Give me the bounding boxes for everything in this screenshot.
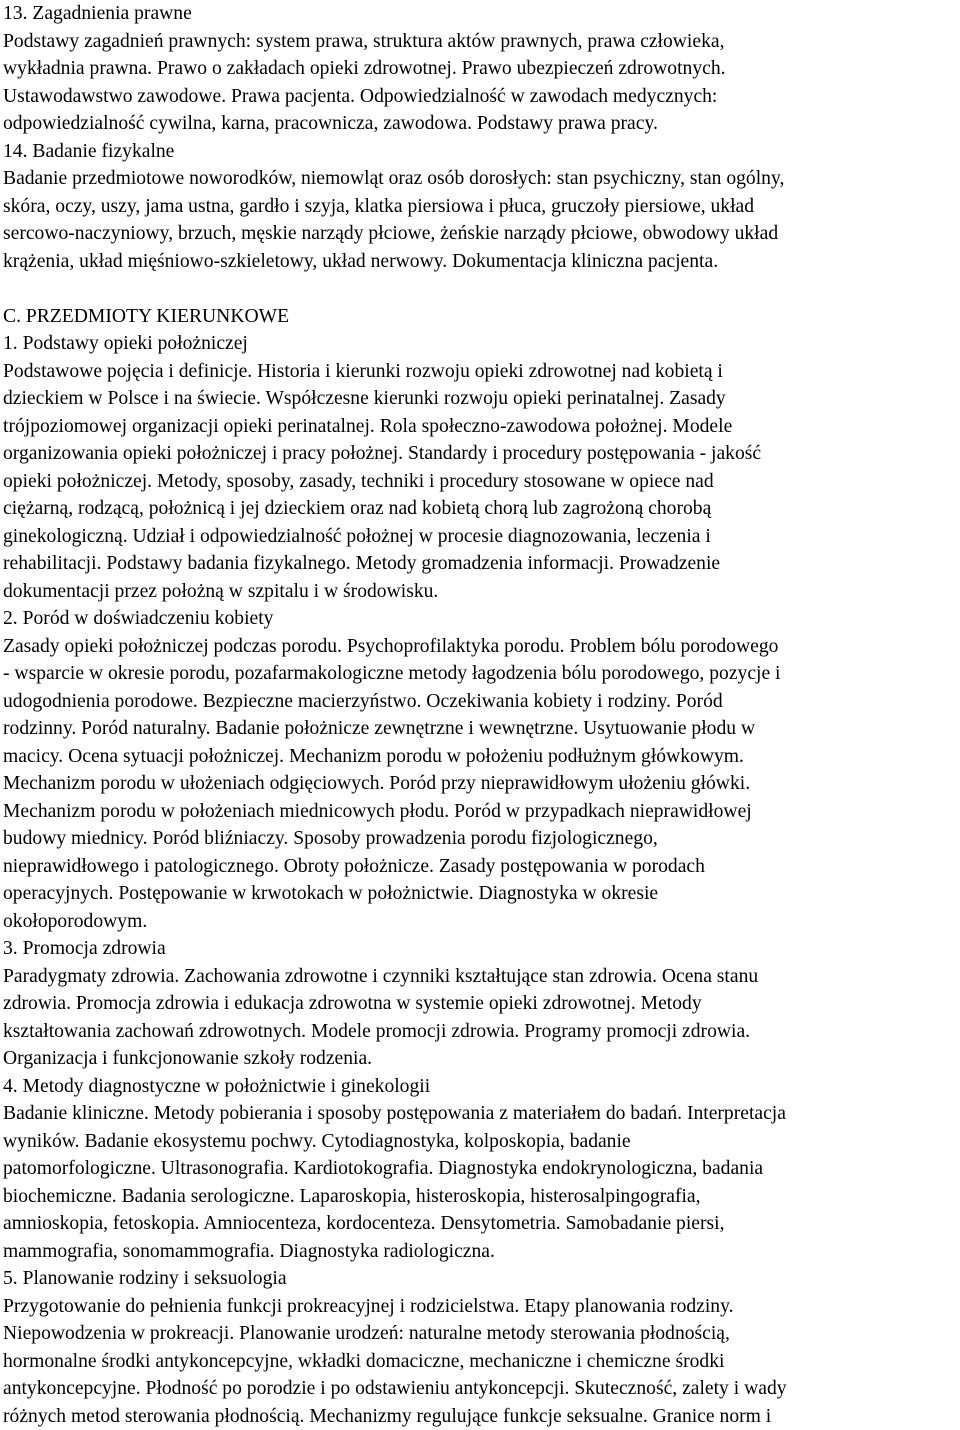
text-line: Zasady opieki położniczej podczas porodu. Psychoprofilaktyka porodu. Problem bólu porodowego xyxy=(3,633,958,661)
text-line: ciężarną, rodzącą, położnicą i jej dzieckiem oraz nad kobietą chorą lub zagrożoną chorobą xyxy=(3,495,958,523)
text-line: 5. Planowanie rodziny i seksuologia xyxy=(3,1265,958,1293)
text-line: organizowania opieki położniczej i pracy położnej. Standardy i procedury postępowania - jakość xyxy=(3,440,958,468)
document-page xyxy=(3,0,958,1430)
text-line: dokumentacji przez położną w szpitalu i w środowisku. xyxy=(3,578,958,606)
text-line: okołoporodowym. xyxy=(3,908,958,936)
text-line: opieki położniczej. Metody, sposoby, zasady, techniki i procedury stosowane w opiece nad xyxy=(3,468,958,496)
text-line: Paradygmaty zdrowia. Zachowania zdrowotne i czynniki kształtujące stan zdrowia. Ocena stanu xyxy=(3,963,958,991)
text-line: wyników. Badanie ekosystemu pochwy. Cytodiagnostyka, kolposkopia, badanie xyxy=(3,1128,958,1156)
text-line: mammografia, sonomammografia. Diagnostyka radiologiczna. xyxy=(3,1238,958,1266)
text-line: - wsparcie w okresie porodu, pozafarmakologiczne metody łagodzenia bólu porodowego, pozycje i xyxy=(3,660,958,688)
text-line: Ustawodawstwo zawodowe. Prawa pacjenta. Odpowiedzialność w zawodach medycznych: xyxy=(3,83,958,111)
text-line: macicy. Ocena sytuacji położniczej. Mechanizm porodu w położeniu podłużnym główkowym. xyxy=(3,743,958,771)
text-line: krążenia, układ mięśniowo-szkieletowy, układ nerwowy. Dokumentacja kliniczna pacjenta. xyxy=(3,248,958,276)
major-subjects-section xyxy=(3,303,958,1430)
text-line: udogodnienia porodowe. Bezpieczne macierzyństwo. Oczekiwania kobiety i rodziny. Poród xyxy=(3,688,958,716)
text-line: różnych metod sterowania płodnością. Mechanizmy regulujące funkcje seksualne. Granice norm i xyxy=(3,1403,958,1430)
text-line: amnioskopia, fetoskopia. Amniocenteza, kordocenteza. Densytometria. Samobadanie piersi, xyxy=(3,1210,958,1238)
text-line: 2. Poród w doświadczeniu kobiety xyxy=(3,605,958,633)
text-line: Mechanizm porodu w ułożeniach odgięciowych. Poród przy nieprawidłowym ułożeniu główki. xyxy=(3,770,958,798)
text-line: sercowo-naczyniowy, brzuch, męskie narządy płciowe, żeńskie narządy płciowe, obwodowy układ xyxy=(3,220,958,248)
text-line: patomorfologiczne. Ultrasonografia. Kardiotokografia. Diagnostyka endokrynologiczna, badania xyxy=(3,1155,958,1183)
text-line: trójpoziomowej organizacji opieki perinatalnej. Rola społeczno-zawodowa położnej. Modele xyxy=(3,413,958,441)
text-line: 4. Metody diagnostyczne w położnictwie i ginekologii xyxy=(3,1073,958,1101)
text-line: kształtowania zachowań zdrowotnych. Modele promocji zdrowia. Programy promocji zdrowia. xyxy=(3,1018,958,1046)
text-line: C. PRZEDMIOTY KIERUNKOWE xyxy=(3,303,958,331)
text-line: Przygotowanie do pełnienia funkcji prokreacyjnej i rodzicielstwa. Etapy planowania rodziny. xyxy=(3,1293,958,1321)
text-line: odpowiedzialność cywilna, karna, pracownicza, zawodowa. Podstawy prawa pracy. xyxy=(3,110,958,138)
text-line: budowy miednicy. Poród bliźniaczy. Sposoby prowadzenia porodu fizjologicznego, xyxy=(3,825,958,853)
text-line: skóra, oczy, uszy, jama ustna, gardło i szyja, klatka piersiowa i płuca, gruczoły piersiowe, układ xyxy=(3,193,958,221)
text-line: rodzinny. Poród naturalny. Badanie położnicze zewnętrzne i wewnętrzne. Usytuowanie płodu w xyxy=(3,715,958,743)
text-line: 3. Promocja zdrowia xyxy=(3,935,958,963)
text-line: Podstawy zagadnień prawnych: system prawa, struktura aktów prawnych, prawa człowieka, xyxy=(3,28,958,56)
text-line: Podstawowe pojęcia i definicje. Historia i kierunki rozwoju opieki zdrowotnej nad kobietą i xyxy=(3,358,958,386)
text-line: Organizacja i funkcjonowanie szkoły rodzenia. xyxy=(3,1045,958,1073)
text-line: Mechanizm porodu w położeniach miednicowych płodu. Poród w przypadkach nieprawidłowej xyxy=(3,798,958,826)
text-line: biochemiczne. Badania serologiczne. Laparoskopia, histeroskopia, histerosalpingografia, xyxy=(3,1183,958,1211)
text-line: wykładnia prawna. Prawo o zakładach opieki zdrowotnej. Prawo ubezpieczeń zdrowotnych. xyxy=(3,55,958,83)
text-line: hormonalne środki antykoncepcyjne, wkładki domaciczne, mechaniczne i chemiczne środki xyxy=(3,1348,958,1376)
text-line: antykoncepcyjne. Płodność po porodzie i po odstawieniu antykoncepcji. Skuteczność, zalety i wady xyxy=(3,1375,958,1403)
text-line: rehabilitacji. Podstawy badania fizykalnego. Metody gromadzenia informacji. Prowadzenie xyxy=(3,550,958,578)
text-line: nieprawidłowego i patologicznego. Obroty położnicze. Zasady postępowania w porodach xyxy=(3,853,958,881)
text-line: dzieckiem w Polsce i na świecie. Współczesne kierunki rozwoju opieki perinatalnej. Zasady xyxy=(3,385,958,413)
text-line: ginekologiczną. Udział i odpowiedzialność położnej w procesie diagnozowania, leczenia i xyxy=(3,523,958,551)
section-spacer xyxy=(3,275,958,303)
text-line: operacyjnych. Postępowanie w krwotokach w położnictwie. Diagnostyka w okresie xyxy=(3,880,958,908)
text-line: Badanie przedmiotowe noworodków, niemowląt oraz osób dorosłych: stan psychiczny, stan ogólny, xyxy=(3,165,958,193)
text-line: 14. Badanie fizykalne xyxy=(3,138,958,166)
text-line: zdrowia. Promocja zdrowia i edukacja zdrowotna w systemie opieki zdrowotnej. Metody xyxy=(3,990,958,1018)
text-line: 1. Podstawy opieki położniczej xyxy=(3,330,958,358)
text-line: Niepowodzenia w prokreacji. Planowanie urodzeń: naturalne metody sterowania płodnością, xyxy=(3,1320,958,1348)
text-line: Badanie kliniczne. Metody pobierania i sposoby postępowania z materiałem do badań. Interpretacja xyxy=(3,1100,958,1128)
text-line: 13. Zagadnienia prawne xyxy=(3,0,958,28)
legal-and-examination-section xyxy=(3,0,958,275)
